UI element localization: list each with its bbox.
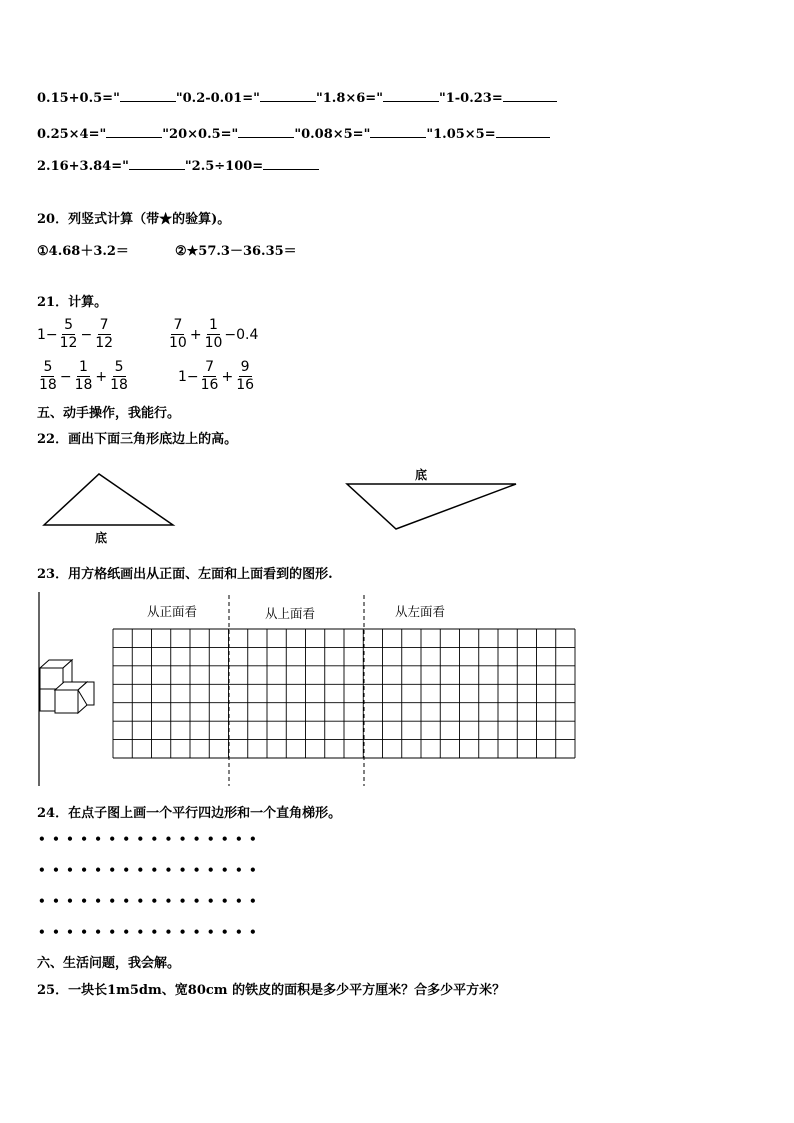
expr-text: 1−	[37, 326, 58, 343]
answer-blank[interactable]	[129, 158, 185, 170]
q21-expr-1	[37, 317, 115, 352]
oral-calc-row-2	[37, 126, 550, 142]
oral-calc-row-3	[37, 158, 319, 174]
q23-title: 23．用方格纸画出从正面、左面和上面看到的图形.	[37, 567, 333, 582]
triangles-figure	[0, 455, 794, 550]
answer-blank[interactable]	[503, 90, 557, 102]
triangle-2	[347, 484, 516, 529]
calc-item: 0.25×4="	[37, 127, 107, 142]
expr-text: −0.4	[224, 326, 259, 343]
dot-row-2[interactable]: ••••••••••••••••	[38, 863, 264, 877]
answer-blank[interactable]	[496, 126, 550, 138]
calc-item: "1.8×6="	[315, 91, 383, 106]
oral-calc-row-1	[37, 90, 557, 106]
answer-blank[interactable]	[120, 90, 176, 102]
fraction: $\frac{7}{16}$	[200, 359, 219, 393]
q24-title: 24．在点子图上画一个平行四边形和一个直角梯形。	[37, 806, 342, 821]
dot-row-1[interactable]: ••••••••••••••••	[38, 832, 264, 846]
q20-item-1: ①4.68＋3.2＝	[37, 244, 129, 259]
fraction: $\frac{7}{12}$	[95, 317, 114, 351]
square-grid[interactable]	[113, 629, 575, 758]
operator: +	[95, 368, 108, 385]
q21-expr-4	[178, 359, 256, 394]
q25-title: 25．一块长1m5dm、宽80cm 的铁皮的面积是多少平方厘米？合多少平方米？	[37, 983, 506, 998]
expr-text: 1−	[178, 368, 199, 385]
operator: −	[59, 368, 72, 385]
answer-blank[interactable]	[106, 126, 162, 138]
q21-title: 21．计算。	[37, 295, 108, 310]
view-label-left: 从左面看	[395, 604, 446, 619]
calc-item: "1-0.23=	[438, 91, 503, 106]
calc-item: 2.16+3.84="	[37, 159, 129, 174]
q21-expr-3	[37, 359, 130, 394]
answer-blank[interactable]	[370, 126, 426, 138]
operator: +	[189, 326, 202, 343]
q20-title: 20．列竖式计算（带★的验算)。	[37, 212, 231, 227]
calc-item: "0.2-0.01="	[175, 91, 260, 106]
answer-blank[interactable]	[238, 126, 294, 138]
fraction: $\frac{1}{18}$	[74, 359, 93, 393]
fraction: $\frac{7}{10}$	[169, 317, 187, 351]
q20-item-2: ②★57.3－36.35＝	[175, 244, 297, 259]
section-6-heading: 六、生活问题，我会解。	[37, 956, 181, 971]
calc-item: "0.08×5="	[294, 127, 371, 142]
base-label-1: 底	[95, 531, 108, 545]
calc-item: 0.15+0.5="	[37, 91, 120, 106]
q22-title: 22．画出下面三角形底边上的高。	[37, 432, 238, 447]
view-label-front: 从正面看	[147, 604, 198, 619]
operator: −	[80, 326, 93, 343]
base-label-2: 底	[415, 468, 428, 482]
answer-blank[interactable]	[263, 158, 319, 170]
grid-paper-figure	[0, 590, 794, 790]
calc-item: "1.05×5=	[426, 127, 496, 142]
fraction: $\frac{5}{12}$	[59, 317, 78, 351]
answer-blank[interactable]	[383, 90, 439, 102]
dot-row-3[interactable]: ••••••••••••••••	[38, 894, 264, 908]
fraction: $\frac{5}{18}$	[110, 359, 128, 393]
q21-expr-2	[167, 317, 258, 352]
operator: +	[221, 368, 234, 385]
section-5-heading: 五、动手操作，我能行。	[37, 406, 181, 421]
calc-item: "20×0.5="	[162, 127, 239, 142]
calc-item: "2.5÷100=	[184, 159, 264, 174]
fraction: $\frac{5}{18}$	[39, 359, 57, 393]
cube-stack-icon	[40, 660, 94, 713]
fraction: $\frac{9}{16}$	[236, 359, 255, 393]
triangle-1	[44, 474, 173, 525]
dot-row-4[interactable]: ••••••••••••••••	[38, 925, 264, 939]
answer-blank[interactable]	[260, 90, 316, 102]
view-label-top: 从上面看	[265, 606, 316, 621]
fraction: $\frac{1}{10}$	[204, 317, 223, 351]
